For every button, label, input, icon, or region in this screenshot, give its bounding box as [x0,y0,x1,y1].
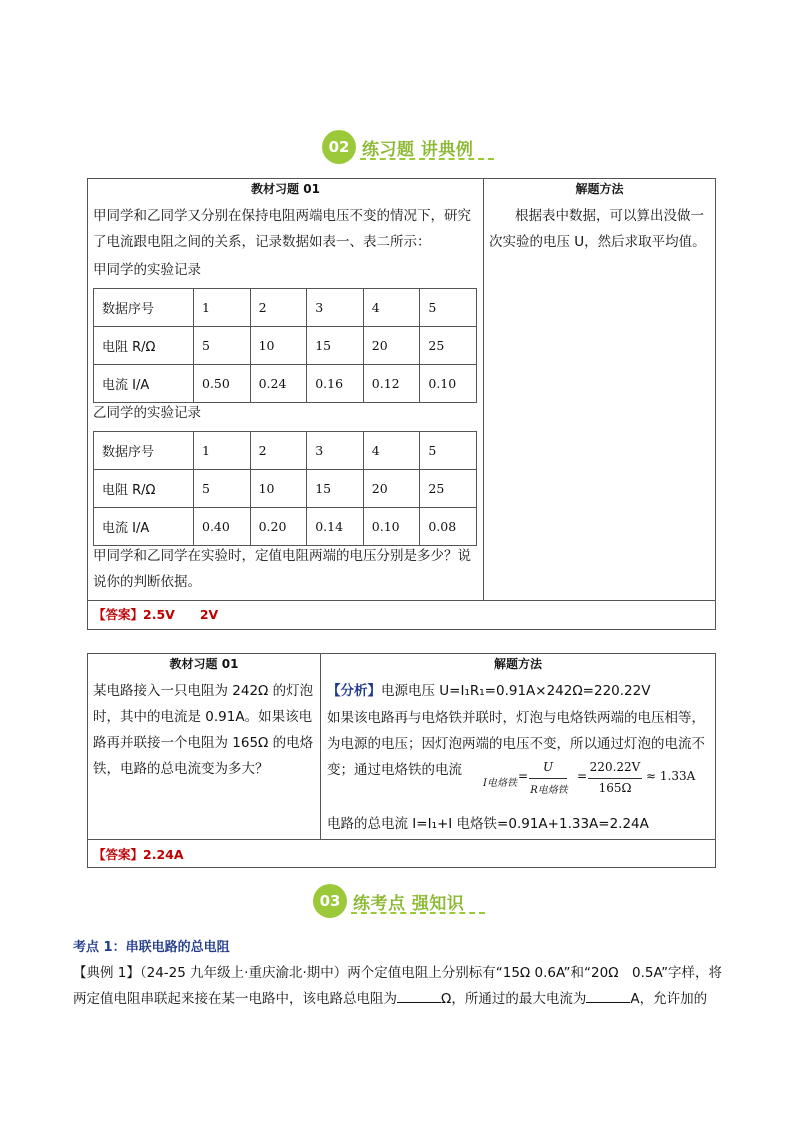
fraction-1-denominator: R电烙铁 [530,785,568,796]
table-cell: 20 [363,327,420,365]
fraction-2-denominator: 165Ω [598,781,632,795]
exercise-2-answer [93,845,184,863]
data-table-1 [93,288,477,403]
table-cell: 5 [420,289,477,327]
table-cell: 0.20 [250,508,307,546]
table-cell: 15 [307,470,364,508]
table-cell: 0.50 [194,365,251,403]
table-cell: 数据序号 [94,289,194,327]
table-cell: 2 [250,432,307,470]
table-cell: 0.14 [307,508,364,546]
exercise-2-divider [320,653,321,839]
table-cell: 0.08 [420,508,477,546]
exercise-1-answer [93,605,218,623]
table-cell: 4 [363,432,420,470]
table-cell: 0.10 [363,508,420,546]
exercise-1-question: 甲同学和乙同学在实验时，定值电阻两端的电压分别是多少？说说你的判断依据。 [93,548,471,590]
fraction-1-numerator: U [542,760,554,774]
answer-value: 2.24A [143,847,184,862]
exercise-2-analysis-line2: 如果该电路再与电烙铁并联时，灯泡与电烙铁两端的电压相等，为电源的电压；因灯泡两端的电压不变，所以通过灯泡的电流不变；通过电烙铁的电流 [327,710,705,778]
table-cell: 25 [420,470,477,508]
table-cell: 3 [307,289,364,327]
section-title: 练考点 强知识 [353,894,465,914]
equals-sign-1: = [518,769,529,783]
section-03-banner [313,884,493,918]
table-cell: 2 [250,289,307,327]
table-cell: 5 [194,327,251,365]
table-cell: 5 [420,432,477,470]
table-1-caption: 甲同学的实验记录 [93,262,201,278]
exercise-2-answer-rule [87,839,716,840]
answer-label: 【答案】 [93,847,144,862]
table-cell: 0.10 [420,365,477,403]
table-row [94,508,477,546]
section-title: 练习题 讲典例 [362,140,474,160]
table-cell: 电流 I/A [94,508,194,546]
example-1-unit-2: A，允许加的 [630,991,708,1007]
equals-sign-2: = [577,769,588,783]
table-cell: 25 [420,327,477,365]
approx-result: ≈ 1.33A [646,769,696,783]
example-1-stem: 【典例 1】（24-25 九年级上·重庆渝北·期中）两个定值电阻上分别标有“15Ω 0.6A”和“20Ω 0.5A”字样，将两定值电阻串联起来接在某一电路中，该电路总电阻为 [73,965,723,1007]
table-cell: 3 [307,432,364,470]
fraction-2-bar [588,778,642,779]
table-cell: 1 [194,432,251,470]
table-cell: 10 [250,327,307,365]
answer-label: 【答案】 [93,607,144,622]
table-row [94,327,477,365]
answer-blank-1[interactable] [397,989,441,1003]
exercise-2-right-heading: 解题方法 [493,657,542,671]
exercise-2-left-heading: 教材习题 01 [169,657,239,671]
table-cell: 数据序号 [94,432,194,470]
fraction-1-bar [529,778,567,779]
exercise-1-divider [483,178,484,600]
table-cell: 电流 I/A [94,365,194,403]
exercise-2-analysis-line1 [327,678,711,704]
table-cell: 4 [363,289,420,327]
table-cell: 0.24 [250,365,307,403]
exercise-1-left-heading: 教材习题 01 [251,182,320,196]
table-cell: 15 [307,327,364,365]
table-cell: 5 [194,470,251,508]
table-cell: 0.40 [194,508,251,546]
example-1-unit-1: Ω，所通过的最大电流为 [441,991,587,1007]
section-number-badge: 02 [322,130,356,164]
exercise-1-method: 根据表中数据，可以算出没做一次实验的电压 U，然后求取平均值。 [489,208,706,250]
exercise-1-answer-rule [87,600,716,601]
example-1-text [73,960,728,1012]
data-table-2 [93,431,477,546]
table-row [94,470,477,508]
current-symbol: I电烙铁 [483,778,517,789]
analysis-label: 【分析】 [327,683,381,699]
table-cell: 20 [363,470,420,508]
analysis-line1: 电源电压 U=I₁R₁=0.91A×242Ω=220.22V [381,683,651,699]
table-2-caption: 乙同学的实验记录 [93,405,201,421]
answer-blank-2[interactable] [586,989,630,1003]
table-cell: 电阻 R/Ω [94,327,194,365]
exercise-1-right-heading: 解题方法 [575,182,624,196]
section-number-badge: 03 [313,884,347,918]
fraction-2-numerator: 220.22V [589,760,641,774]
exercise-2-question: 某电路接入一只电阻为 242Ω 的灯泡时，其中的电流是 0.91A。如果该电路再并联接一个电阻为 165Ω 的电烙铁，电路的总电流变为多大？ [93,683,314,777]
table-cell: 电阻 R/Ω [94,470,194,508]
exercise-1-intro: 甲同学和乙同学又分别在保持电阻两端电压不变的情况下，研究了电流跟电阻之间的关系，记录数据如表一、表二所示： [93,208,471,250]
table-row [94,432,477,470]
banner-underline [360,158,494,160]
table-cell: 1 [194,289,251,327]
table-cell: 10 [250,470,307,508]
table-row [94,289,477,327]
banner-underline [351,912,485,914]
section-02-banner [322,130,502,164]
table-row [94,365,477,403]
table-cell: 0.12 [363,365,420,403]
exercise-2-analysis-line3: 电路的总电流 I=I₁+I 电烙铁=0.91A+1.33A=2.24A [327,816,649,832]
answer-value: 2.5V 2V [143,607,219,622]
kaodian-title: 考点 1：串联电路的总电阻 [73,940,230,955]
table-cell: 0.16 [307,365,364,403]
